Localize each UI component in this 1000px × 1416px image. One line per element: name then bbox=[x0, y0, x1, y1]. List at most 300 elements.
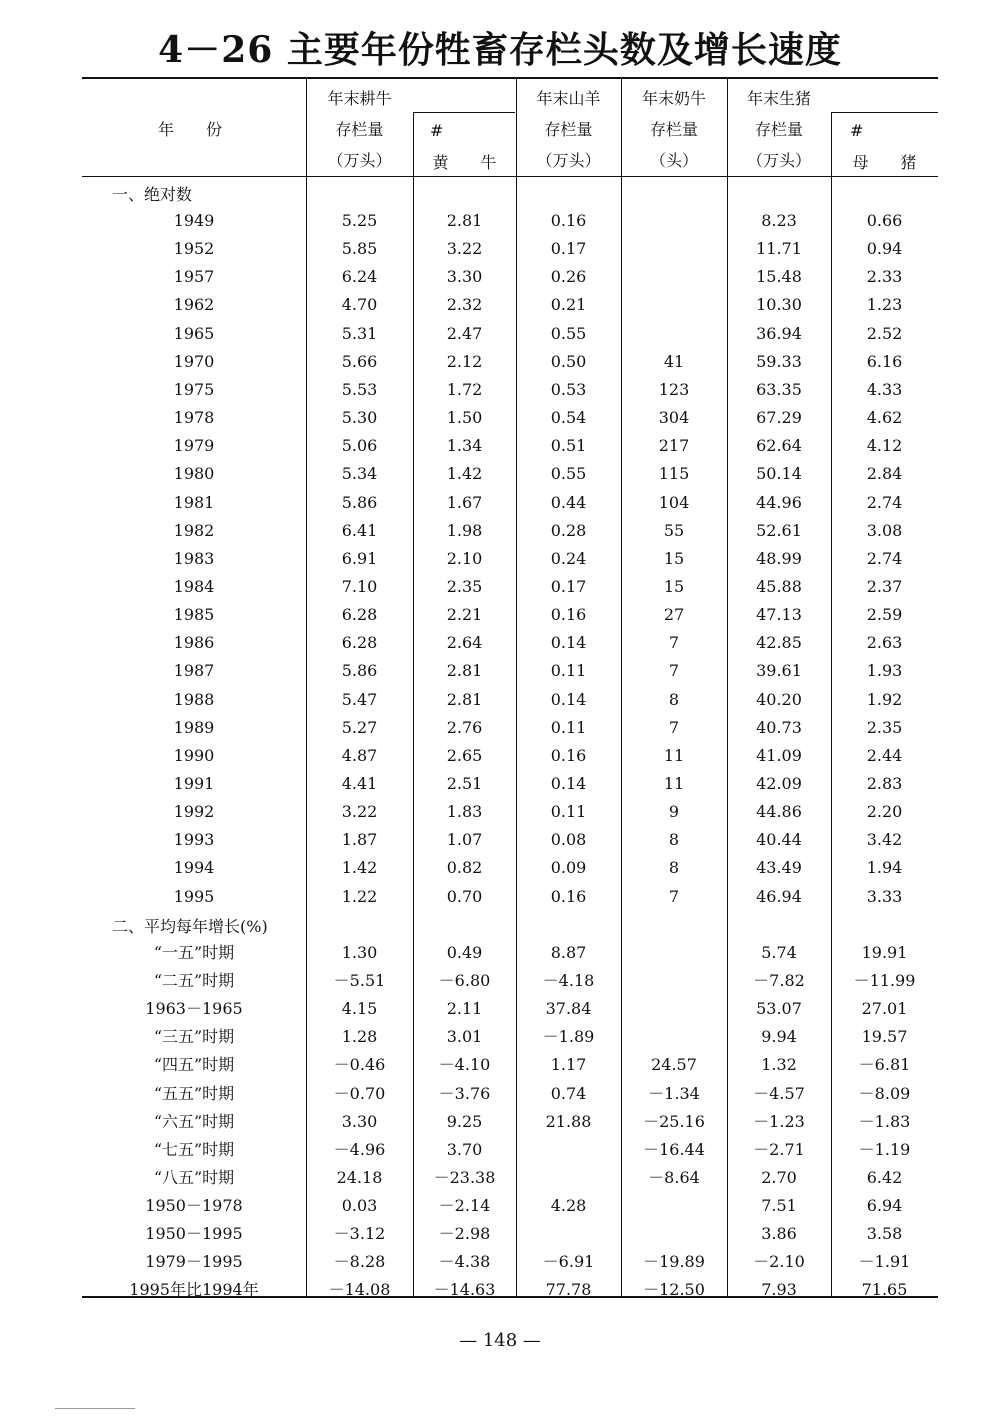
cell-cattle: 5.06 bbox=[341, 436, 378, 456]
cell-goat: 0.44 bbox=[550, 492, 587, 512]
cell-dairy-cow: 8 bbox=[668, 830, 680, 850]
cell-goat bbox=[516, 1220, 621, 1248]
cell-pig: 8.23 bbox=[761, 211, 797, 230]
cell-year: 1979 bbox=[173, 436, 215, 456]
table-row bbox=[82, 714, 938, 742]
cell-sow: 2.44 bbox=[866, 745, 903, 765]
cell-goat: 0.54 bbox=[550, 408, 587, 428]
cell-pig: 67.29 bbox=[756, 408, 802, 428]
cell-goat: 0.11 bbox=[550, 661, 587, 681]
cell-dairy-cow bbox=[621, 995, 727, 1023]
cell-goat bbox=[516, 1136, 621, 1164]
cell-year: 1978 bbox=[173, 408, 215, 428]
cell-pig: 46.94 bbox=[756, 886, 802, 906]
cell-dairy-cow: 24.57 bbox=[651, 1055, 697, 1075]
table-row bbox=[82, 1164, 938, 1192]
cell-cattle: 24.18 bbox=[336, 1167, 383, 1187]
cell-goat: 0.55 bbox=[550, 464, 587, 484]
cell-dairy-cow: －12.50 bbox=[643, 1280, 705, 1300]
cell-goat: 0.74 bbox=[550, 1083, 587, 1103]
table-row bbox=[82, 657, 938, 685]
header-cow-top: 年末奶牛 bbox=[641, 89, 706, 108]
cell-sow: 2.74 bbox=[866, 492, 903, 512]
table-row bbox=[82, 939, 938, 967]
cell-dairy-cow: 217 bbox=[658, 436, 690, 456]
cell-cattle: 6.24 bbox=[341, 267, 378, 287]
cell-year: 1995年比1994年 bbox=[129, 1280, 259, 1300]
cell-pig: 50.14 bbox=[756, 464, 802, 484]
cell-sow: －1.91 bbox=[858, 1252, 911, 1272]
cell-sow: 4.62 bbox=[866, 408, 903, 428]
cell-goat: 0.17 bbox=[550, 239, 587, 259]
cell-year: 1994 bbox=[173, 858, 215, 878]
cell-pig: 7.93 bbox=[761, 1280, 797, 1300]
cell-dairy-cow: 11 bbox=[663, 774, 685, 793]
cell-year: 1979－1995 bbox=[145, 1252, 243, 1272]
table-row bbox=[82, 376, 938, 404]
cell-yellow-cattle: －3.76 bbox=[438, 1083, 491, 1103]
header-cow-mid: 存栏量 bbox=[649, 120, 698, 139]
cell-goat: 0.53 bbox=[550, 379, 587, 399]
table-row bbox=[82, 517, 938, 545]
header-goat-top: 年末山羊 bbox=[536, 89, 601, 108]
table-row bbox=[82, 798, 938, 826]
cell-sow: 3.58 bbox=[866, 1224, 903, 1243]
cell-cattle: －5.51 bbox=[333, 971, 386, 991]
table-row bbox=[82, 235, 938, 263]
cell-cattle: 5.86 bbox=[341, 492, 378, 512]
cell-pig: 40.73 bbox=[756, 717, 802, 737]
cell-yellow-cattle: －4.10 bbox=[438, 1055, 491, 1075]
cell-year: 1990 bbox=[173, 745, 215, 765]
table-top-rule bbox=[82, 77, 938, 79]
cell-dairy-cow bbox=[621, 939, 727, 967]
cell-cattle: 5.31 bbox=[341, 323, 378, 343]
cell-dairy-cow: 7 bbox=[668, 633, 680, 653]
table-row bbox=[82, 460, 938, 488]
cell-goat: 0.50 bbox=[550, 351, 587, 371]
table-row bbox=[82, 742, 938, 770]
cell-cattle: －0.46 bbox=[333, 1055, 386, 1075]
cell-year: 1989 bbox=[173, 717, 215, 737]
cell-pig: 62.64 bbox=[756, 436, 802, 456]
cell-goat: 4.28 bbox=[550, 1195, 587, 1215]
cell-goat: 8.87 bbox=[550, 943, 587, 962]
cell-sow: 0.94 bbox=[866, 239, 903, 259]
cell-sow: 2.52 bbox=[866, 323, 903, 343]
cell-yellow-cattle: －2.14 bbox=[438, 1195, 491, 1215]
cell-pig: 44.96 bbox=[756, 492, 802, 512]
cell-goat: －4.18 bbox=[542, 971, 595, 991]
cell-cattle: 4.70 bbox=[341, 295, 378, 315]
cell-dairy-cow: 7 bbox=[668, 886, 680, 906]
cell-dairy-cow: －8.64 bbox=[648, 1167, 700, 1187]
header-year: 年 份 bbox=[157, 120, 222, 139]
cell-cattle: 5.53 bbox=[341, 379, 378, 399]
cell-year: 1984 bbox=[173, 576, 215, 596]
cell-cattle: 6.28 bbox=[341, 605, 378, 625]
cell-goat: 0.24 bbox=[550, 548, 587, 568]
cell-cattle: 6.91 bbox=[341, 548, 378, 568]
cell-dairy-cow bbox=[621, 263, 727, 291]
section-absolute-label: 一、绝对数 bbox=[112, 185, 193, 204]
table-row bbox=[82, 1192, 938, 1220]
cell-sow: －1.19 bbox=[858, 1139, 911, 1159]
table-row bbox=[82, 263, 938, 291]
header-bottom-rule bbox=[82, 176, 938, 177]
cell-yellow-cattle: 2.35 bbox=[446, 576, 483, 596]
cell-dairy-cow bbox=[621, 235, 727, 263]
cell-yellow-cattle: 1.50 bbox=[446, 408, 483, 428]
cell-dairy-cow: 11 bbox=[663, 745, 685, 765]
cell-cattle: 1.28 bbox=[341, 1027, 378, 1047]
cell-cattle: 4.15 bbox=[341, 999, 378, 1019]
cell-goat: －1.89 bbox=[542, 1027, 595, 1047]
cell-goat: 0.09 bbox=[550, 858, 587, 878]
cell-pig: 45.88 bbox=[756, 576, 802, 596]
cell-pig: 9.94 bbox=[761, 1027, 797, 1047]
header-yellow-mark: # bbox=[430, 121, 444, 140]
table-row bbox=[82, 1080, 938, 1108]
table-row bbox=[82, 1220, 938, 1248]
cell-dairy-cow: 41 bbox=[663, 351, 685, 371]
cell-cattle: 5.47 bbox=[341, 689, 378, 709]
table-row bbox=[82, 432, 938, 460]
table-row bbox=[82, 629, 938, 657]
table-row bbox=[82, 1276, 938, 1304]
cell-dairy-cow: －16.44 bbox=[643, 1139, 705, 1159]
cell-goat: 0.08 bbox=[550, 830, 587, 850]
cattle-group-rule bbox=[413, 112, 515, 113]
cell-sow: 2.59 bbox=[866, 605, 903, 625]
cell-dairy-cow: 27 bbox=[663, 605, 685, 625]
cell-sow: 3.42 bbox=[866, 830, 903, 850]
table-row bbox=[82, 854, 938, 882]
cell-goat bbox=[516, 1164, 621, 1192]
cell-goat: －6.91 bbox=[542, 1252, 595, 1272]
cell-pig: 15.48 bbox=[756, 267, 802, 287]
cell-dairy-cow bbox=[621, 291, 727, 319]
table-row bbox=[82, 1108, 938, 1136]
cell-goat: 77.78 bbox=[545, 1280, 592, 1300]
cell-yellow-cattle: 2.11 bbox=[446, 999, 483, 1019]
scan-artifact-line bbox=[55, 1408, 135, 1409]
cell-year: 1963－1965 bbox=[145, 999, 243, 1019]
cell-pig: 3.86 bbox=[761, 1224, 797, 1243]
table-row bbox=[82, 545, 938, 573]
cell-yellow-cattle: 2.47 bbox=[446, 323, 483, 343]
cell-year: “八五”时期 bbox=[153, 1167, 235, 1187]
cell-goat: 0.16 bbox=[550, 745, 587, 765]
page-number: — 148 — bbox=[459, 1330, 541, 1351]
header-pig-unit: （万头） bbox=[746, 151, 811, 170]
table-row bbox=[82, 686, 938, 714]
cell-sow: 27.01 bbox=[861, 999, 908, 1019]
table-row bbox=[82, 967, 938, 995]
cell-year: 1980 bbox=[173, 464, 215, 484]
cell-year: “二五”时期 bbox=[153, 971, 235, 991]
cell-yellow-cattle: 2.12 bbox=[446, 351, 483, 371]
cell-sow: 2.33 bbox=[866, 267, 903, 287]
cell-yellow-cattle: －6.80 bbox=[438, 971, 491, 991]
cell-year: 1950－1978 bbox=[145, 1195, 243, 1215]
cell-cattle: 4.87 bbox=[341, 745, 378, 765]
cell-sow: 1.93 bbox=[866, 661, 903, 681]
cell-pig: 36.94 bbox=[756, 323, 802, 343]
cell-dairy-cow: 15 bbox=[663, 548, 685, 568]
cell-pig: 42.85 bbox=[756, 633, 802, 653]
cell-year: 1982 bbox=[173, 520, 215, 540]
cell-year: “三五”时期 bbox=[153, 1027, 235, 1047]
cell-year: 1986 bbox=[173, 633, 215, 653]
cell-sow: 2.74 bbox=[866, 548, 903, 568]
table-row bbox=[82, 207, 938, 235]
table-row bbox=[82, 404, 938, 432]
cell-goat: 0.16 bbox=[550, 605, 587, 625]
cell-yellow-cattle: 2.32 bbox=[446, 295, 483, 315]
cell-cattle: 5.25 bbox=[341, 211, 378, 230]
cell-cattle: 0.03 bbox=[341, 1195, 378, 1215]
cell-sow: 2.35 bbox=[866, 717, 903, 737]
page-title: 4－26 主要年份牲畜存栏头数及增长速度 bbox=[158, 29, 842, 71]
cell-yellow-cattle: 2.21 bbox=[446, 605, 483, 625]
cell-sow: －8.09 bbox=[858, 1083, 911, 1103]
header-cattle-unit: （万头） bbox=[327, 151, 392, 170]
cell-pig: －1.23 bbox=[753, 1111, 805, 1131]
cell-yellow-cattle: 1.98 bbox=[446, 520, 483, 540]
cell-pig: －7.82 bbox=[753, 971, 805, 991]
header-cow-unit: （头） bbox=[649, 151, 698, 170]
cell-cattle: 5.30 bbox=[341, 408, 378, 428]
cell-cattle: 5.85 bbox=[341, 239, 378, 259]
table-row bbox=[82, 1136, 938, 1164]
cell-cattle: －0.70 bbox=[333, 1083, 386, 1103]
cell-yellow-cattle: 3.22 bbox=[446, 239, 483, 259]
cell-cattle: －8.28 bbox=[333, 1252, 386, 1272]
cell-year: “七五”时期 bbox=[153, 1139, 235, 1159]
cell-goat: 0.16 bbox=[550, 211, 587, 230]
cell-goat: 0.16 bbox=[550, 886, 587, 906]
cell-dairy-cow: 123 bbox=[658, 379, 690, 399]
cell-year: 1981 bbox=[173, 492, 215, 512]
cell-sow: 71.65 bbox=[861, 1280, 908, 1300]
cell-sow: 2.20 bbox=[866, 802, 903, 822]
table-row bbox=[82, 573, 938, 601]
cell-goat: 1.17 bbox=[550, 1055, 587, 1075]
cell-pig: 53.07 bbox=[756, 999, 802, 1019]
cell-yellow-cattle: 2.64 bbox=[446, 633, 483, 653]
cell-cattle: 4.41 bbox=[341, 774, 378, 793]
cell-yellow-cattle: 2.10 bbox=[446, 548, 483, 568]
table-row bbox=[82, 348, 938, 376]
section-growth-label: 二、平均每年增长(%) bbox=[112, 917, 268, 936]
cell-yellow-cattle: 1.34 bbox=[446, 436, 483, 456]
cell-sow: 19.91 bbox=[861, 943, 908, 962]
cell-dairy-cow bbox=[621, 1023, 727, 1051]
cell-goat: 0.21 bbox=[550, 295, 587, 315]
cell-pig: 40.44 bbox=[756, 830, 802, 850]
cell-yellow-cattle: 1.67 bbox=[446, 492, 483, 512]
cell-dairy-cow bbox=[621, 967, 727, 995]
cell-cattle: 1.87 bbox=[341, 830, 378, 850]
cell-year: 1962 bbox=[173, 295, 215, 315]
cell-year: 1949 bbox=[173, 211, 215, 230]
cell-year: 1950－1995 bbox=[145, 1224, 243, 1243]
cell-year: “六五”时期 bbox=[153, 1111, 235, 1131]
cell-goat: 0.14 bbox=[550, 774, 587, 793]
cell-dairy-cow: 7 bbox=[668, 661, 680, 681]
cell-sow: 6.94 bbox=[866, 1195, 903, 1215]
table-row bbox=[82, 826, 938, 854]
cell-cattle: －14.08 bbox=[328, 1280, 391, 1300]
cell-dairy-cow: －25.16 bbox=[643, 1111, 705, 1131]
cell-yellow-cattle: 3.01 bbox=[446, 1027, 483, 1047]
cell-sow: 0.66 bbox=[866, 211, 903, 230]
cell-dairy-cow: 7 bbox=[668, 717, 680, 737]
cell-pig: 1.32 bbox=[761, 1055, 797, 1075]
cell-year: 1993 bbox=[173, 830, 215, 850]
cell-sow: 3.33 bbox=[866, 886, 903, 906]
cell-goat: 0.14 bbox=[550, 633, 587, 653]
table-row bbox=[82, 1051, 938, 1079]
cell-cattle: 5.34 bbox=[341, 464, 378, 484]
cell-yellow-cattle: －2.98 bbox=[438, 1224, 491, 1243]
cell-pig: 2.70 bbox=[761, 1167, 797, 1187]
cell-goat: 0.51 bbox=[550, 436, 587, 456]
header-cattle-top: 年末耕牛 bbox=[327, 89, 392, 108]
cell-dairy-cow: 9 bbox=[668, 802, 680, 822]
cell-goat: 0.55 bbox=[550, 323, 587, 343]
cell-dairy-cow: 104 bbox=[658, 492, 690, 512]
cell-sow: 4.12 bbox=[866, 436, 903, 456]
cell-goat: 0.11 bbox=[550, 717, 587, 737]
cell-yellow-cattle: 1.72 bbox=[446, 379, 483, 399]
cell-pig: 41.09 bbox=[756, 745, 802, 765]
cell-pig: 43.49 bbox=[756, 858, 802, 878]
cell-sow: 1.94 bbox=[866, 858, 903, 878]
header-sow-label: 母 猪 bbox=[852, 153, 917, 172]
header-goat-unit: （万头） bbox=[536, 151, 601, 170]
cell-pig: －2.10 bbox=[753, 1252, 805, 1272]
cell-yellow-cattle: 0.70 bbox=[446, 886, 483, 906]
cell-pig: 47.13 bbox=[756, 605, 802, 625]
cell-cattle: 5.66 bbox=[341, 351, 378, 371]
cell-dairy-cow bbox=[621, 1220, 727, 1248]
pig-group-rule bbox=[831, 112, 938, 113]
header-sow-mark: # bbox=[850, 121, 864, 140]
table-row bbox=[82, 291, 938, 319]
cell-yellow-cattle: 9.25 bbox=[446, 1111, 483, 1131]
cell-goat: 0.26 bbox=[550, 267, 587, 287]
cell-sow: 1.92 bbox=[866, 689, 903, 709]
cell-cattle: 7.10 bbox=[341, 576, 378, 596]
cell-pig: 40.20 bbox=[756, 689, 802, 709]
cell-goat: 0.28 bbox=[550, 520, 587, 540]
cell-yellow-cattle: 2.81 bbox=[446, 211, 483, 230]
cell-sow: －1.83 bbox=[858, 1111, 911, 1131]
cell-year: “四五”时期 bbox=[153, 1055, 235, 1075]
cell-sow: 2.83 bbox=[866, 774, 903, 793]
cell-dairy-cow: －1.34 bbox=[648, 1083, 700, 1103]
cell-yellow-cattle: 2.76 bbox=[446, 717, 483, 737]
cell-pig: 63.35 bbox=[756, 379, 802, 399]
cell-yellow-cattle: 2.81 bbox=[446, 689, 483, 709]
cell-yellow-cattle: 3.30 bbox=[446, 267, 483, 287]
cell-cattle: 1.22 bbox=[341, 886, 378, 906]
header-yellow-label: 黄 牛 bbox=[432, 153, 497, 172]
cell-pig: 10.30 bbox=[756, 295, 802, 315]
cell-year: 1970 bbox=[173, 351, 215, 371]
cell-sow: 6.42 bbox=[866, 1167, 903, 1187]
cell-pig: 7.51 bbox=[761, 1195, 797, 1215]
cell-year: “一五”时期 bbox=[153, 943, 235, 962]
cell-cattle: 3.30 bbox=[341, 1111, 378, 1131]
cell-goat: 21.88 bbox=[545, 1111, 592, 1131]
cell-sow: 2.63 bbox=[866, 633, 903, 653]
table-row bbox=[82, 1023, 938, 1051]
cell-yellow-cattle: 1.42 bbox=[446, 464, 483, 484]
cell-year: 1952 bbox=[173, 239, 215, 259]
table-row bbox=[82, 1248, 938, 1276]
header-pig-top: 年末生猪 bbox=[746, 89, 811, 108]
cell-cattle: 6.41 bbox=[341, 520, 378, 540]
cell-yellow-cattle: 3.70 bbox=[446, 1139, 483, 1159]
cell-pig: 52.61 bbox=[756, 520, 802, 540]
cell-goat: 0.11 bbox=[550, 802, 587, 822]
cell-cattle: 3.22 bbox=[341, 802, 378, 822]
header-pig-mid: 存栏量 bbox=[754, 120, 803, 139]
cell-sow: 1.23 bbox=[866, 295, 903, 315]
cell-sow: 2.37 bbox=[866, 576, 903, 596]
cell-year: 1985 bbox=[173, 605, 215, 625]
cell-pig: －4.57 bbox=[753, 1083, 805, 1103]
cell-cattle: －3.12 bbox=[333, 1224, 386, 1243]
cell-yellow-cattle: 0.49 bbox=[446, 943, 483, 962]
cell-yellow-cattle: 2.81 bbox=[446, 661, 483, 681]
cell-year: 1957 bbox=[173, 267, 215, 287]
cell-year: 1988 bbox=[173, 689, 215, 709]
cell-goat: 0.14 bbox=[550, 689, 587, 709]
cell-cattle: 5.27 bbox=[341, 717, 378, 737]
cell-sow: 6.16 bbox=[866, 351, 903, 371]
cell-sow: 3.08 bbox=[866, 520, 903, 540]
cell-year: 1991 bbox=[173, 774, 215, 793]
cell-cattle: －4.96 bbox=[333, 1139, 386, 1159]
cell-yellow-cattle: 2.65 bbox=[446, 745, 483, 765]
cell-sow: －6.81 bbox=[858, 1055, 911, 1075]
cell-pig: 11.71 bbox=[756, 239, 802, 259]
cell-year: 1992 bbox=[173, 802, 215, 822]
cell-dairy-cow: 55 bbox=[663, 520, 685, 540]
header-goat-mid: 存栏量 bbox=[544, 120, 593, 139]
cell-dairy-cow: 8 bbox=[668, 858, 680, 878]
cell-dairy-cow bbox=[621, 1192, 727, 1220]
cell-goat: 37.84 bbox=[545, 999, 592, 1019]
cell-pig: 42.09 bbox=[756, 774, 802, 793]
cell-cattle: 1.42 bbox=[341, 858, 378, 878]
cell-yellow-cattle: 1.07 bbox=[446, 830, 483, 850]
cell-pig: 44.86 bbox=[756, 802, 802, 822]
cell-sow: 19.57 bbox=[861, 1027, 908, 1047]
cell-sow: 2.84 bbox=[866, 464, 903, 484]
cell-cattle: 6.28 bbox=[341, 633, 378, 653]
cell-dairy-cow: 15 bbox=[663, 576, 685, 596]
cell-year: 1995 bbox=[173, 886, 215, 906]
table-row bbox=[82, 601, 938, 629]
cell-yellow-cattle: －14.63 bbox=[433, 1280, 496, 1300]
cell-dairy-cow bbox=[621, 207, 727, 235]
cell-pig: 5.74 bbox=[761, 943, 797, 962]
